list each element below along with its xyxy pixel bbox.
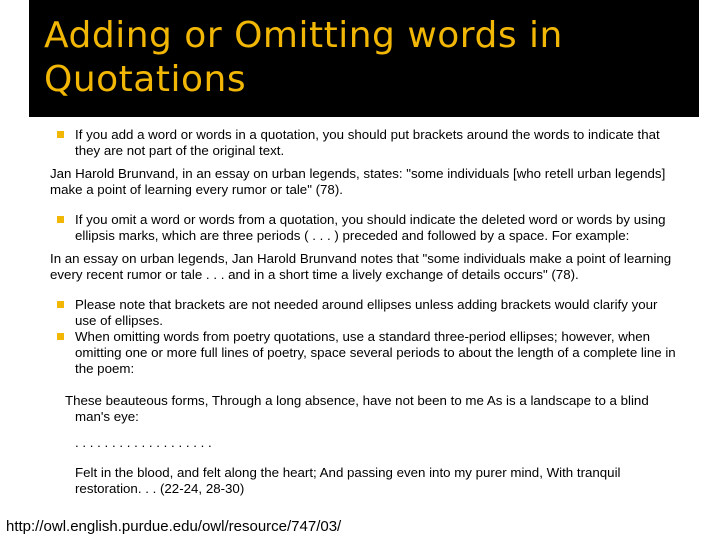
bullet-item bbox=[50, 127, 680, 159]
bullet-square-icon bbox=[57, 216, 64, 223]
title-line-2: Quotations bbox=[44, 59, 247, 100]
poem-ellipsis: . . . . . . . . . . . . . . . . . . . bbox=[75, 435, 212, 450]
slide-body bbox=[50, 127, 680, 507]
bullet-square-icon bbox=[57, 301, 64, 308]
bullet-item bbox=[50, 212, 680, 244]
example-quote: Jan Harold Brunvand, in an essay on urban legends, states: "some individuals [who retell urban legends] make a point of learning every rumor or tale" (78). bbox=[50, 166, 666, 197]
bullet-item bbox=[50, 297, 680, 329]
bullet-text: When omitting words from poetry quotations, use a standard three-period ellipses; however, when omitting one or more full lines of poetry, space several periods to about the length of a complete line in the poem: bbox=[75, 329, 676, 376]
bullet-text: Please note that brackets are not needed around ellipses unless adding brackets would clarify your use of ellipses. bbox=[75, 297, 658, 328]
bullet-square-icon bbox=[57, 333, 64, 340]
source-link[interactable]: http://owl.english.purdue.edu/owl/resource/747/03/ bbox=[6, 518, 342, 535]
poem-line: These beauteous forms, Through a long absence, have not been to me As is a landscape to a blind man's eye: bbox=[65, 393, 649, 424]
poem-line: Felt in the blood, and felt along the heart; And passing even into my purer mind, With tranquil restoration. . . (22-24, 28-30) bbox=[75, 465, 621, 496]
bullet-item bbox=[50, 329, 680, 377]
slide-title bbox=[44, 14, 684, 102]
bullet-text: If you add a word or words in a quotation, you should put brackets around the words to indicate that they are not part of the original text. bbox=[75, 127, 660, 158]
example-quote: In an essay on urban legends, Jan Harold Brunvand notes that "some individuals make a point of learning every recent rumor or tale . . . and in a short time a lively exchange of details occurs" (78). bbox=[50, 251, 672, 282]
title-line-1: Adding or Omitting words in bbox=[44, 15, 563, 56]
bullet-text: If you omit a word or words from a quotation, you should indicate the deleted word or words by using ellipsis marks, which are three periods ( . . . ) preceded and followed by a space. For example: bbox=[75, 212, 666, 243]
bullet-square-icon bbox=[57, 131, 64, 138]
